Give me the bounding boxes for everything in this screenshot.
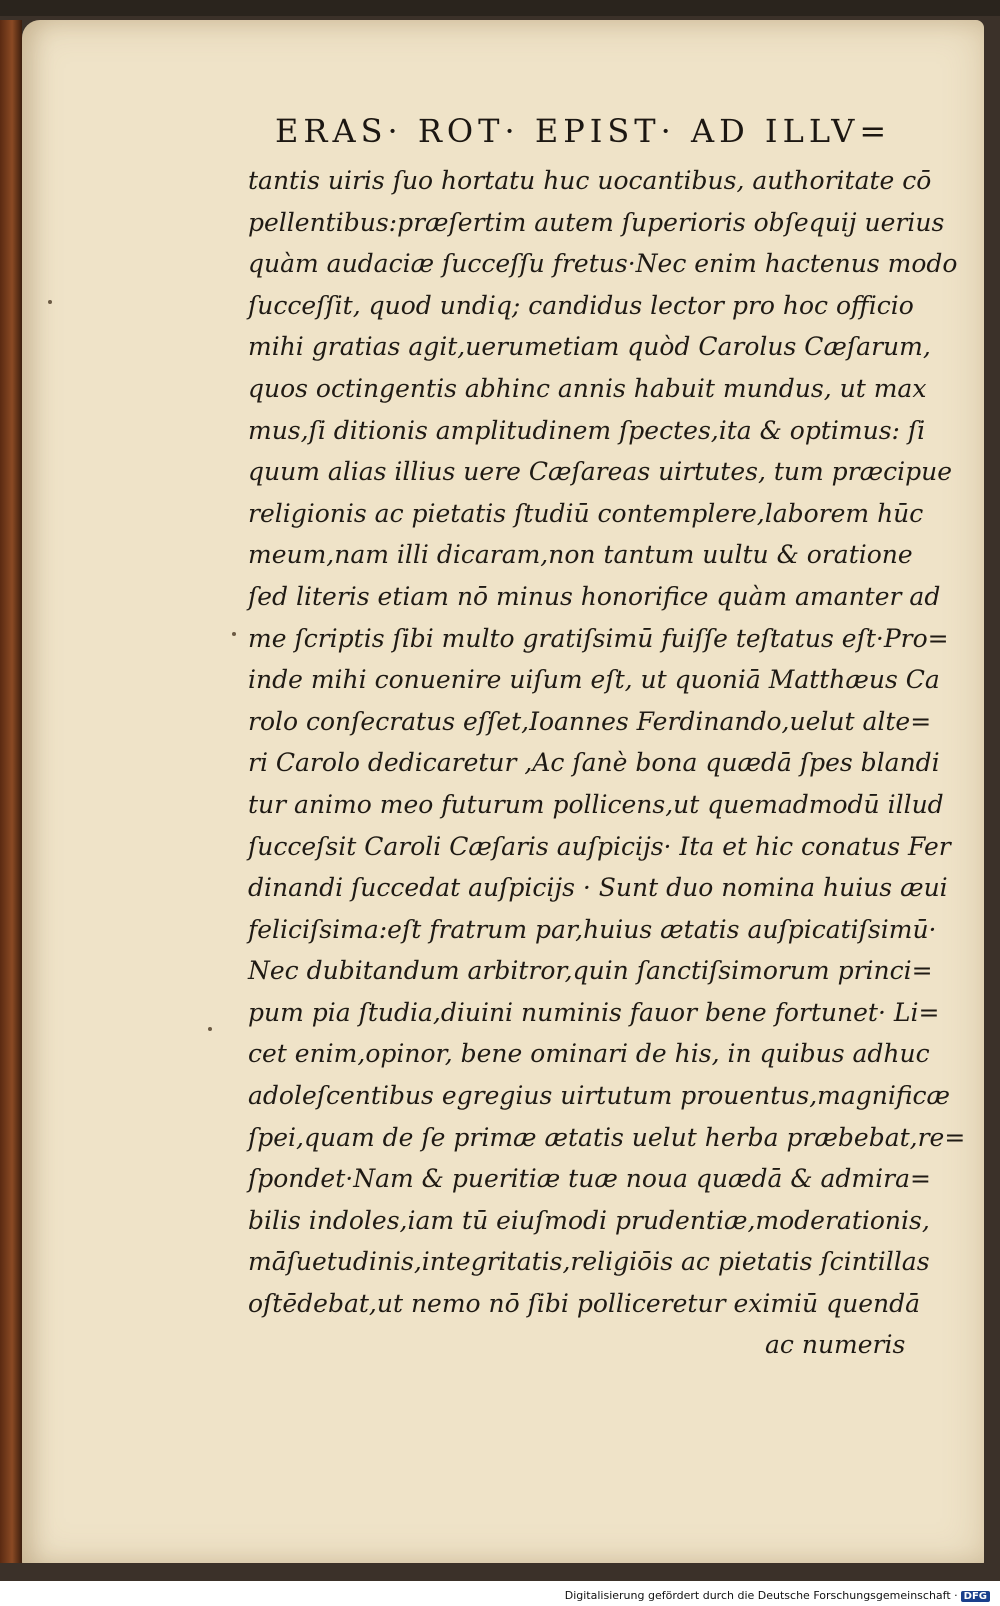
text-line: cet enim,opinor, bene ominari de his, in quibus adhuc (248, 1039, 930, 1069)
text-line: feliciſsima:eſt fratrum par,huius ætatis auſpicatiſsimū· (248, 914, 937, 944)
text-line: ſpondet·Nam & pueritiæ tuæ noua quædā & admira= (248, 1164, 931, 1194)
text-line: quos octingentis abhinc annis habuit mundus, ut max (248, 373, 927, 403)
text-line: pellentibus:præſertim autem ſuperioris obſequij uerius (248, 207, 945, 237)
scan-bottom-border (0, 1563, 1000, 1581)
text-line: rolo conſecratus eſſet,Ioannes Ferdinando,uelut alte= (248, 706, 932, 736)
text-line: Nec dubitandum arbitror,quin ſanctiſsimorum princi= (248, 956, 933, 986)
footer-credit (565, 1589, 990, 1602)
text-line: adoleſcentibus egregius uirtutum prouentus,magnificæ (248, 1081, 951, 1111)
margin-speck (48, 300, 52, 304)
text-line: mihi gratias agit,uerumetiam quòd Carolus Cæſarum, (248, 332, 931, 362)
text-line: meum,nam illi dicaram,non tantum uultu & oratione (248, 540, 913, 570)
running-head: ERAS· ROT· EPIST· AD ILLV= (275, 112, 892, 150)
margin-speck (208, 1027, 212, 1031)
text-line: dinandi ſuccedat auſpicijs · Sunt duo nomina huius æui (248, 873, 948, 903)
text-line: me ſcriptis ſibi multo gratiſsimū fuiſſe teſtatus eſt·Pro= (248, 623, 949, 653)
body-text (248, 160, 966, 1325)
text-line: inde mihi conuenire uiſum eſt, ut quoniā Matthæus Ca (248, 665, 940, 695)
text-line: religionis ac pietatis ſtudiū contemplere,laborem hūc (248, 498, 924, 528)
text-line: ſucceſsit Caroli Cæſaris auſpicijs· Ita et hic conatus Fer (248, 831, 951, 861)
text-line: pum pia ſtudia,diuini numinis fauor bene fortunet· Li= (248, 997, 940, 1027)
book-spine (0, 20, 22, 1566)
text-line: quum alias illius uere Cæſareas uirtutes, tum præcipue (248, 457, 953, 487)
text-line: tantis uiris ſuo hortatu huc uocantibus, authoritate cō (248, 166, 932, 195)
text-line: ſucceſſit, quod undiq; candidus lector pro hoc officio (248, 290, 914, 320)
text-line: quàm audaciæ ſucceſſu fretus·Nec enim hactenus modo (248, 249, 958, 279)
text-line: tur animo meo futurum pollicens,ut quemadmodū illud (248, 789, 944, 819)
catchword: ac numeris (765, 1330, 906, 1359)
text-line: oſtēdebat,ut nemo nō ſibi polliceretur eximiū quendā (248, 1289, 921, 1319)
margin-speck (232, 632, 236, 636)
dfg-logo-icon: DFG (961, 1591, 990, 1602)
text-line: bilis indoles,iam tū eiuſmodi prudentiæ,moderationis, (248, 1205, 930, 1235)
text-line: ſpei,quam de ſe primæ ætatis uelut herba præbebat,re= (248, 1122, 966, 1152)
text-line: māſuetudinis,integritatis,religiōis ac pietatis ſcintillas (248, 1247, 930, 1277)
footer-credit-text: Digitalisierung gefördert durch die Deutsche Forschungsgemeinschaft · (564, 1589, 958, 1602)
text-line: ſed literis etiam nō minus honorifice quàm amanter ad (248, 581, 941, 611)
text-line: mus,ſi ditionis amplitudinem ſpectes,ita & optimus: ſi (248, 415, 926, 445)
text-line: ri Carolo dedicaretur ,Ac ſanè bona quædā ſpes blandi (248, 748, 940, 778)
